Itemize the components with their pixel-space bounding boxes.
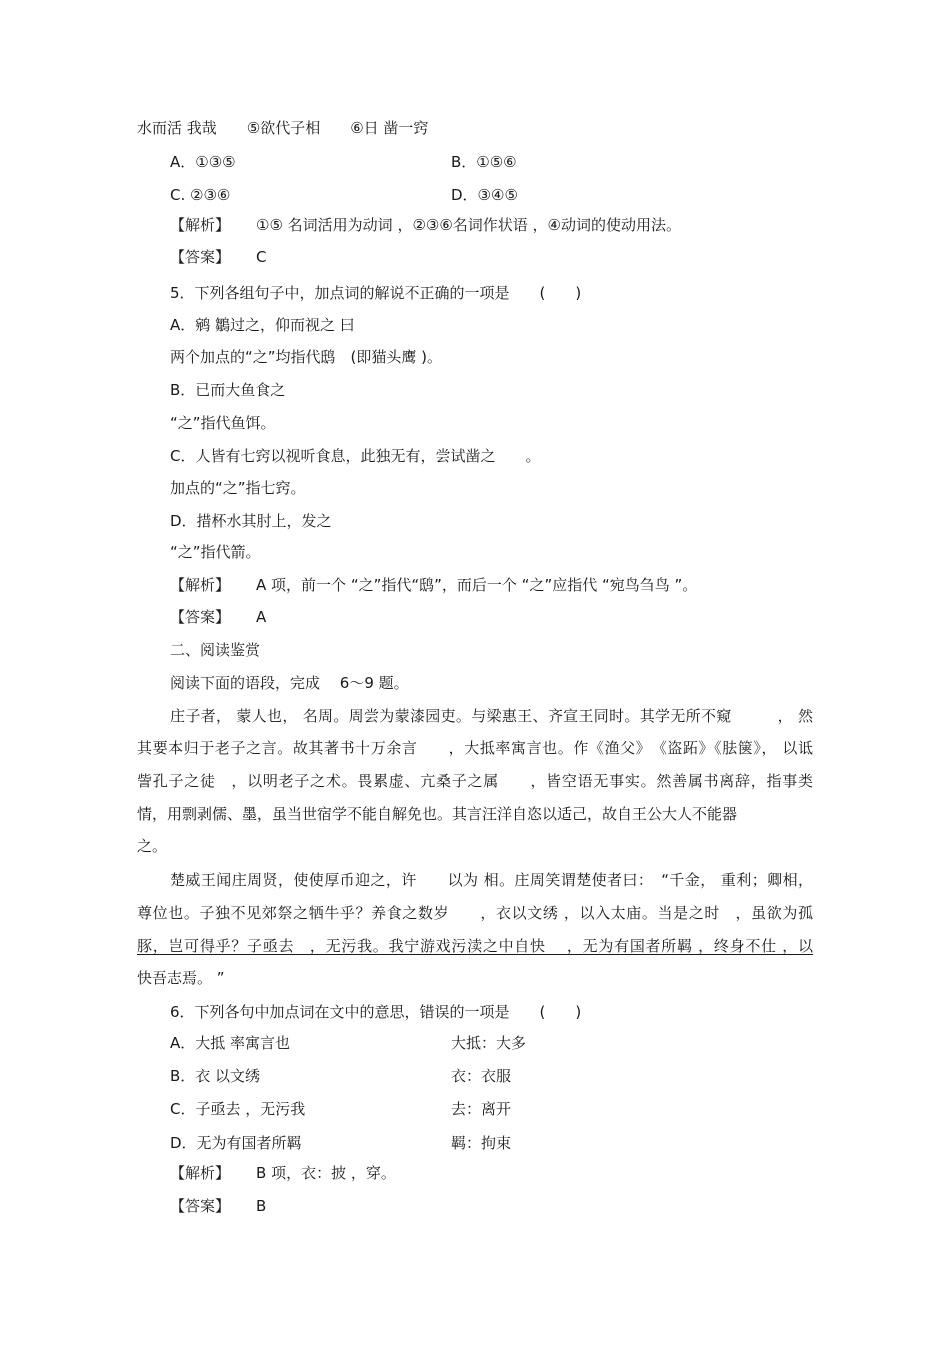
- analysis-text: B 项，衣：披 ，穿。: [256, 1164, 396, 1182]
- analysis-text: A 项，前一个 “之”指代“鸱”，而后一个 “之”应指代 “宛鸟刍鸟 ”。: [256, 576, 698, 594]
- q6-option-a: A．大抵 率寓言也: [170, 1034, 291, 1052]
- answer-tag: 【答案】: [170, 248, 231, 266]
- q6-answer: [170, 1196, 266, 1216]
- q6-option-c-meaning: 去：离开: [451, 1100, 512, 1118]
- passage-p2-line-2: 尊位也。子独不见郊祭之牺牛乎？养食之数岁 ，衣以文绣 ，以入太庙。当是之时 ，虽欲为孤: [137, 904, 813, 922]
- q6-option-a-meaning: 大抵：大多: [451, 1034, 527, 1052]
- analysis-tag: 【解析】: [170, 216, 231, 234]
- analysis-tag: 【解析】: [170, 576, 231, 594]
- q5-option-d: D．措杯水其肘上，发之: [170, 512, 332, 530]
- q6-option-c: C．子亟去 ，无污我: [170, 1100, 306, 1118]
- q5-option-b-note: “之”指代鱼饵。: [170, 414, 276, 432]
- passage-p1-line-4: 情，用剽剥儒、墨，虽当世宿学不能自解免也。其言汪洋自恣以适己，故自王公大人不能器: [137, 805, 738, 823]
- q6-stem: 6．下列各句中加点词在文中的意思，错误的一项是 ( ): [170, 1003, 582, 1021]
- q4-answer: [170, 247, 267, 267]
- passage-p1-line-3: 訾孔子之徒 ，以明老子之术。畏累虚、亢桑子之属 ，皆空语无事实。然善属书离辞，指事类: [137, 772, 813, 790]
- section-instruction: 阅读下面的语段，完成 6～9 题。: [170, 674, 409, 692]
- q6-option-d-meaning: 羁：拘束: [451, 1134, 512, 1152]
- passage-p2-line-3: 豚，岂可得乎？子亟去 ，无污我。我宁游戏污渎之中自快 ，无为有国者所羁 ，终身不仕 ，以: [137, 937, 813, 955]
- q5-analysis: [170, 575, 697, 595]
- q5-option-a: A．鹓 鶵过之，仰而视之 曰: [170, 316, 355, 334]
- q4-option-a: A．①③⑤: [170, 153, 236, 171]
- q4-analysis: [170, 215, 681, 235]
- q6-option-d: D．无为有国者所羁: [170, 1134, 302, 1152]
- answer-text: A: [256, 608, 267, 626]
- q5-answer: [170, 607, 266, 627]
- q4-continuation-line: 水而活 我哉 ⑤欲代子相 ⑥日 凿一窍: [137, 119, 429, 137]
- q6-analysis: [170, 1163, 396, 1183]
- answer-tag: 【答案】: [170, 1197, 231, 1215]
- q5-option-d-note: “之”指代箭。: [170, 543, 261, 561]
- answer-text: C: [256, 248, 267, 266]
- passage-p1-line-2: 其要本归于老子之言。故其著书十万余言 ，大抵率寓言也。作《渔父》 《盗跖》《胠箧》， 以诋: [137, 739, 813, 757]
- analysis-text: ①⑤ 名词活用为动词 ，②③⑥名词作状语 ，④动词的使动用法。: [256, 216, 682, 234]
- passage-p2-line-4: 快吾志焉。 ”: [137, 969, 225, 987]
- passage-p2-line-1: 楚威王闻庄周贤，使使厚币迎之，许 以为 相。庄周笑谓楚使者曰： “千金， 重利；卿相，: [170, 871, 813, 889]
- q4-option-d: D．③④⑤: [451, 186, 518, 204]
- q5-option-c-note: 加点的“之”指七窍。: [170, 479, 306, 497]
- q6-option-b: B．衣 以文绣: [170, 1067, 261, 1085]
- q4-option-c: C. ②③⑥: [170, 186, 231, 204]
- answer-tag: 【答案】: [170, 608, 231, 626]
- q5-stem: 5．下列各组句子中，加点词的解说不正确的一项是 ( ): [170, 284, 582, 302]
- answer-text: B: [256, 1197, 267, 1215]
- passage-p1-line-1: 庄子者， 蒙人也， 名周。周尝为蒙漆园吏。与梁惠王、齐宣王同时。其学无所不窥 ， 然: [170, 707, 813, 725]
- analysis-tag: 【解析】: [170, 1164, 231, 1182]
- q6-option-b-meaning: 衣：衣服: [451, 1067, 512, 1085]
- passage-p1-line-5: 之。: [137, 837, 168, 855]
- q5-option-b: B．已而大鱼食之: [170, 381, 286, 399]
- q4-option-b: B．①⑤⑥: [451, 153, 517, 171]
- section-title: 二、阅读鉴赏: [170, 641, 261, 659]
- q5-option-a-note: 两个加点的“之”均指代鸱 (即猫头鹰 )。: [170, 348, 443, 366]
- q5-option-c: C．人皆有七窍以视听食息，此独无有，尝试凿之 。: [170, 447, 541, 465]
